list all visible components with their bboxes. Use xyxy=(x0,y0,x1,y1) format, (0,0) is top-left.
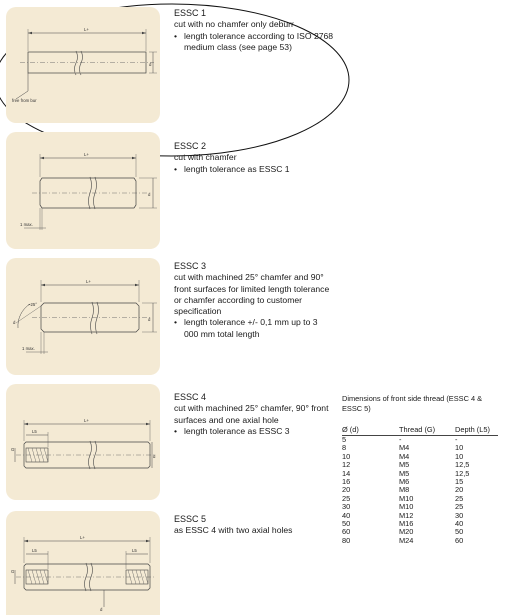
essc5-code: ESSC 5 xyxy=(174,514,207,524)
cell-depth: 50 xyxy=(455,527,464,537)
cell-depth: 30 xyxy=(455,510,464,520)
cell-thread: M12 xyxy=(399,510,414,520)
cell-thread: M16 xyxy=(399,519,414,529)
essc5-drawing-panel xyxy=(6,511,160,615)
thread-table xyxy=(342,425,498,545)
table-row xyxy=(342,470,498,478)
table-row xyxy=(342,495,498,503)
essc3-code: ESSC 3 xyxy=(174,261,207,271)
essc1-drawing-panel xyxy=(6,7,160,123)
table-row xyxy=(342,528,498,536)
cell-diameter: 50 xyxy=(342,519,351,529)
table-row xyxy=(342,453,498,461)
essc2-drawing xyxy=(6,132,160,249)
essc5-line-0: as ESSC 4 with two axial holes xyxy=(174,525,293,536)
cell-diameter: 10 xyxy=(342,451,351,461)
essc5-text xyxy=(174,514,334,537)
cell-diameter: 30 xyxy=(342,502,351,512)
cell-depth: - xyxy=(455,435,458,444)
header-depth: Depth (L5) xyxy=(455,425,498,436)
essc4-drawing-panel xyxy=(6,384,160,500)
essc2-code: ESSC 2 xyxy=(174,141,207,151)
table-row xyxy=(342,444,498,452)
cell-depth: 10 xyxy=(455,451,464,461)
cell-depth: 10 xyxy=(455,443,464,453)
essc2-dia-label: d xyxy=(148,192,151,197)
essc4-line-0: cut with machined 25° chamfer, 90° front surfaces and one axial hole xyxy=(174,403,329,425)
essc3-text xyxy=(174,261,332,340)
cell-thread: M24 xyxy=(399,535,414,545)
essc3-line-0: cut with machined 25° chamfer and 90° front surfaces for limited length tolerance or chamfer according to customer specification xyxy=(174,272,330,317)
essc2-bullet-0: • length tolerance as ESSC 1 xyxy=(174,164,344,175)
essc4-bullet-0: • length tolerance as ESSC 3 xyxy=(174,426,336,437)
cell-depth: 25 xyxy=(455,502,464,512)
essc4-text xyxy=(174,392,336,437)
essc1-dia-label: d xyxy=(149,62,152,67)
cell-depth: 12,5 xyxy=(455,468,470,478)
cell-thread: M20 xyxy=(399,527,414,537)
essc3-chamfer-label: 1 max. xyxy=(22,346,35,351)
essc1-callout: free from bur xyxy=(12,98,37,103)
thread-table-header xyxy=(342,425,498,436)
essc2-line-0: cut with chamfer xyxy=(174,152,237,163)
table-row xyxy=(342,537,498,545)
cell-depth: 60 xyxy=(455,535,464,545)
essc2-drawing-panel xyxy=(6,132,160,249)
cell-depth: 40 xyxy=(455,519,464,529)
essc5-length-label: L+ xyxy=(80,535,85,540)
thread-table-title: Dimensions of front side thread (ESSC 4 & ESSC 5) xyxy=(342,394,483,413)
cell-thread: M4 xyxy=(399,443,410,453)
essc5-thread-label: G xyxy=(11,569,15,574)
essc1-text xyxy=(174,8,344,53)
table-row xyxy=(342,478,498,486)
cell-diameter: 25 xyxy=(342,493,351,503)
essc3-drawing-panel xyxy=(6,258,160,375)
essc2-length-label: L+ xyxy=(84,152,89,157)
essc4-code: ESSC 4 xyxy=(174,392,207,402)
cell-diameter: 20 xyxy=(342,485,351,495)
essc4-dia-label: d xyxy=(153,454,156,459)
essc3-angle-label: ~25° xyxy=(28,302,38,307)
header-diameter: Ø (d) xyxy=(342,425,399,436)
cell-thread: M6 xyxy=(399,477,410,487)
essc5-dia-label: d xyxy=(100,607,103,612)
essc3-drawing xyxy=(6,258,160,375)
essc1-line-0: cut with no chamfer only deburr xyxy=(174,19,294,30)
cell-thread: M5 xyxy=(399,468,410,478)
essc5-depth-label-left: L5 xyxy=(32,548,37,553)
cell-diameter: 16 xyxy=(342,477,351,487)
cell-diameter: 12 xyxy=(342,460,351,470)
cell-diameter: 14 xyxy=(342,468,351,478)
essc1-drawing xyxy=(6,7,160,123)
cell-diameter: 8 xyxy=(342,443,347,453)
essc3-bullet-0: • length tolerance +/- 0,1 mm up to 3 000 mm total length xyxy=(174,317,332,340)
cell-thread: - xyxy=(399,435,402,444)
cell-thread: M10 xyxy=(399,502,414,512)
cell-diameter: 80 xyxy=(342,535,351,545)
cell-diameter: 5 xyxy=(342,435,347,444)
cell-depth: 20 xyxy=(455,485,464,495)
essc4-depth-label: L5 xyxy=(32,429,37,434)
essc3-length-label: L+ xyxy=(86,279,91,284)
cell-diameter: 40 xyxy=(342,510,351,520)
cell-depth: 25 xyxy=(455,493,464,503)
essc4-drawing xyxy=(6,384,160,500)
table-row xyxy=(342,520,498,528)
table-row xyxy=(342,512,498,520)
essc1-code: ESSC 1 xyxy=(174,8,207,18)
essc1-length-label: L+ xyxy=(84,27,89,32)
cell-depth: 12,5 xyxy=(455,460,470,470)
table-row xyxy=(342,486,498,494)
essc4-length-label: L+ xyxy=(84,418,89,423)
table-row xyxy=(342,436,498,445)
cell-thread: M5 xyxy=(399,460,410,470)
cell-thread: M8 xyxy=(399,485,410,495)
cell-thread: M4 xyxy=(399,451,410,461)
thread-dimensions xyxy=(342,394,498,545)
essc4-thread-label: G xyxy=(11,447,15,452)
essc5-depth-label-right: L5 xyxy=(132,548,137,553)
essc5-drawing xyxy=(6,511,160,615)
essc3-dia-small: d xyxy=(13,320,16,325)
table-row xyxy=(342,461,498,469)
essc1-bullet-0: • length tolerance according to ISO 2768 medium class (see page 53) xyxy=(174,31,344,54)
essc2-text xyxy=(174,141,344,175)
essc2-chamfer-label: 1 max. xyxy=(20,222,33,227)
cell-diameter: 60 xyxy=(342,527,351,537)
table-row xyxy=(342,503,498,511)
cell-depth: 15 xyxy=(455,477,464,487)
header-thread: Thread (G) xyxy=(399,425,455,436)
cell-thread: M10 xyxy=(399,493,414,503)
essc3-dia-label: d xyxy=(148,317,151,322)
